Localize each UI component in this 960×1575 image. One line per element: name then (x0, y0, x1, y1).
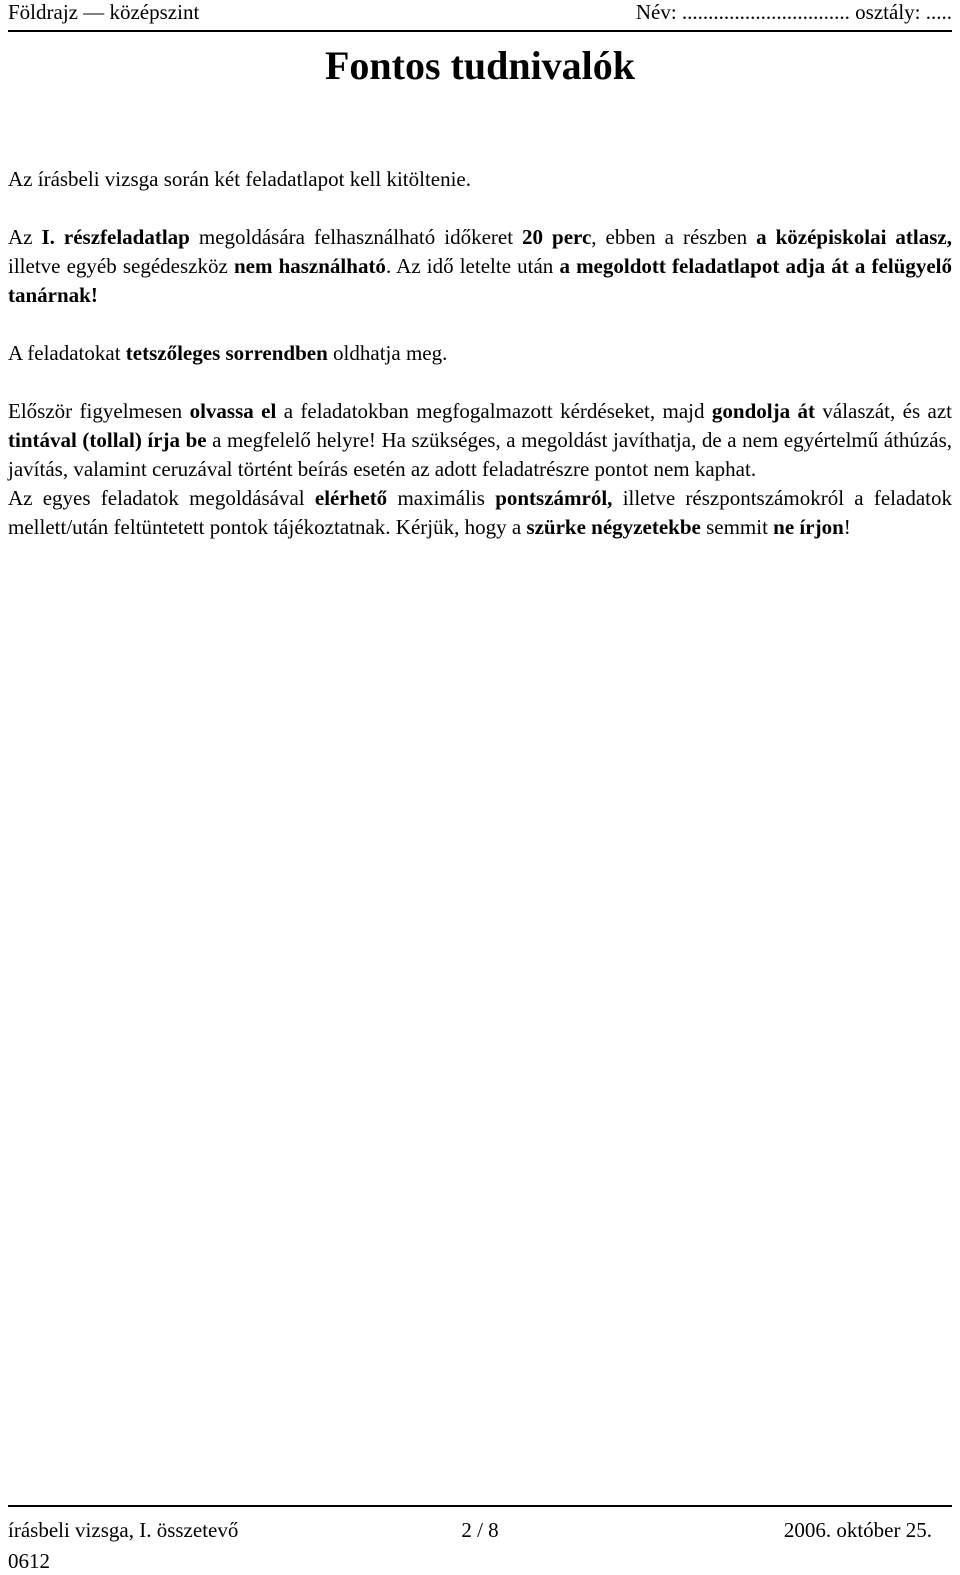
footer-code: 0612 (8, 1549, 50, 1573)
paragraph-part-one: Az I. részfeladatlap megoldására felhasználható időkeret 20 perc, ebben a részben a középiskolai atlasz, illetve egyéb segédeszköz nem használható. Az idő letelte után a megoldott feladatlapot adja át a felügyelő tanárnak! (8, 225, 952, 307)
page-title: Fontos tudnivalók (324, 43, 636, 88)
paragraph-reading: Először figyelmesen olvassa el a feladatokban megfogalmazott kérdéseket, majd gondolja át válaszát, és azt tintával (tollal) írja be a megfelelő helyre! Ha szükséges, a megoldást javíthatja, de a nem egyértelmű áthúzás, javítás, valamint ceruzával történt beírás esetén az adott feladatrészre pontot nem kaphat. (8, 399, 953, 481)
footer-date: 2006. október 25. (783, 1518, 932, 1542)
paragraph-order: A feladatokat tetszőleges sorrendben oldhatja meg. (8, 341, 448, 365)
footer-exam-part: írásbeli vizsga, I. összetevő (8, 1518, 239, 1542)
paragraph-scoring: Az egyes feladatok megoldásával elérhető maximális pontszámról, illetve részpontszámokról a feladatok mellett/után feltüntetett pontok tájékoztatnak. Kérjük, hogy a szürke négyzetekbe semmit ne írjon! (8, 486, 952, 539)
header-name-class-field: Név: ................................ osztály: ..... (635, 0, 952, 24)
instructions-body (8, 165, 952, 542)
page-footer (8, 1505, 952, 1573)
page-number: 2 / 8 (461, 1518, 499, 1542)
page-header (8, 0, 952, 32)
paragraph-two-sheets: Az írásbeli vizsga során két feladatlapot kell kitöltenie. (8, 167, 472, 191)
header-subject: Földrajz — középszint (8, 0, 200, 24)
